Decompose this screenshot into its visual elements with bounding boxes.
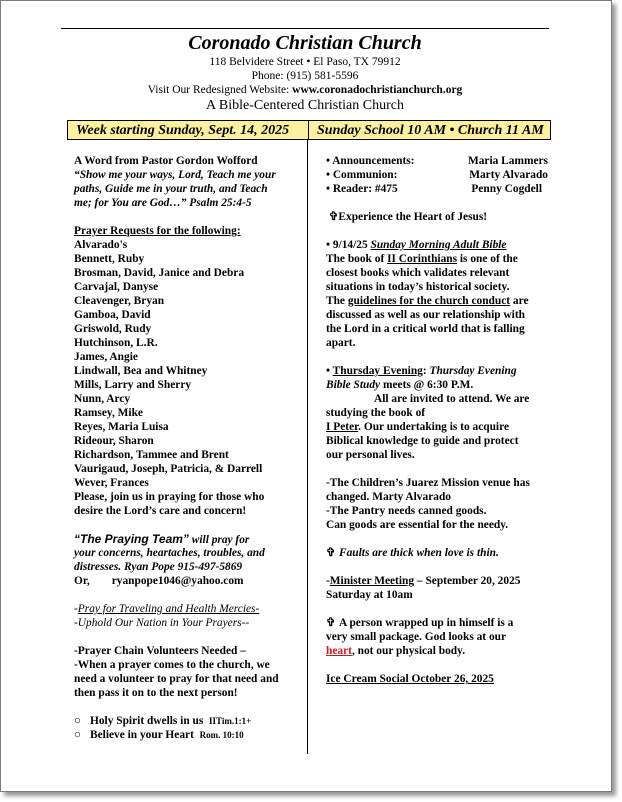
role-name: Maria Lammers xyxy=(467,155,548,167)
minister-line xyxy=(326,574,548,588)
bible-line xyxy=(326,252,548,266)
prayer-list-item: Bennett, Ruby xyxy=(74,253,145,265)
package-text: , not our physical body. xyxy=(351,645,466,657)
book-name: II Corinthians xyxy=(387,253,458,265)
thursday-line: All are invited to attend. We are xyxy=(374,393,530,405)
thursday-heading xyxy=(326,364,548,378)
package-line xyxy=(326,616,548,630)
role-name: Penny Cogdell xyxy=(471,183,542,195)
praying-team-name: “The Praying Team” xyxy=(74,532,189,546)
prayer-list-item: Brosman, David, Janice and Debra xyxy=(74,267,245,279)
thursday-colon: : xyxy=(422,365,430,377)
prayer-list-item: Wever, Frances xyxy=(74,477,149,489)
praying-team-line xyxy=(74,532,300,546)
bible-text: is one of the xyxy=(457,253,518,265)
week-bar-divider xyxy=(308,121,309,139)
thursday-text: . Our undertaking is to acquire xyxy=(358,421,509,433)
note-line: changed. Marty Alvarado xyxy=(326,491,451,503)
package-text: A person wrapped up in himself is a xyxy=(339,617,514,629)
circle-bullet-icon: ○ xyxy=(74,729,81,741)
cross-icon: ✞ xyxy=(328,211,339,223)
bible-text: The book of xyxy=(326,253,388,265)
bible-line: apart. xyxy=(326,337,356,349)
service-times: Sunday School 10 AM • Church 11 AM xyxy=(317,123,544,138)
prayer-list-item: Lindwall, Bea and Whitney xyxy=(74,365,208,377)
experience-text: Experience the Heart of Jesus! xyxy=(338,211,488,223)
role-row xyxy=(326,168,548,182)
faults-line xyxy=(326,546,548,560)
guidelines-text: guidelines for the church conduct xyxy=(347,295,511,307)
thursday-line: Biblical knowledge to guide and protect xyxy=(326,435,519,447)
join-us-line: Please, join us in praying for those who xyxy=(74,491,265,503)
prayer-list-item: Reyes, Maria Luisa xyxy=(74,421,169,433)
book-name: I Peter xyxy=(326,421,359,433)
thursday-italic: Thursday Evening xyxy=(429,365,517,377)
note-line: -The Pantry needs canned goods. xyxy=(326,505,487,517)
role-row xyxy=(326,182,548,196)
role-label: • Reader: #475 xyxy=(326,183,398,195)
bullet-item xyxy=(74,728,300,742)
bible-text: The xyxy=(326,295,348,307)
role-label: • Communion: xyxy=(326,169,398,181)
chain-line: -When a prayer comes to the church, we xyxy=(74,659,270,671)
bible-heading xyxy=(326,238,548,252)
ice-cream-social: Ice Cream Social October 26, 2025 xyxy=(326,673,494,685)
prayer-heading: Prayer Requests for the following: xyxy=(74,225,241,237)
thursday-label: Thursday Evening xyxy=(332,365,423,377)
minister-time: Saturday at 10am xyxy=(326,589,413,601)
minister-dash: - xyxy=(326,575,330,587)
prayer-list-item: Alvarado's xyxy=(74,239,128,251)
prayer-list-item: Nunn, Arcy xyxy=(74,393,131,405)
bible-line: closest books which validates relevant xyxy=(326,267,510,279)
bible-line: discussed as well as our relationship with xyxy=(326,309,525,321)
role-row xyxy=(326,154,548,168)
prayer-list-item: James, Angie xyxy=(74,351,138,363)
email-link[interactable]: ryanpope1046@yahoo.com xyxy=(111,575,244,587)
role-name: Marty Alvarado xyxy=(469,169,548,181)
column-divider xyxy=(307,140,308,754)
bible-date: • 9/14/25 xyxy=(326,239,371,251)
prayer-list-item: Carvajal, Danyse xyxy=(74,281,159,293)
thursday-line: studying the book of xyxy=(326,407,426,419)
faults-text: Faults are thick when love is thin. xyxy=(339,547,499,559)
header-rule xyxy=(61,28,549,29)
bullet-ref: IITim.1:1+ xyxy=(209,716,252,726)
verse-line: me; for You are God…” Psalm 25:4-5 xyxy=(74,197,252,209)
cross-icon: ✞ xyxy=(326,617,336,629)
website-prefix: Visit Our Redesigned Website: xyxy=(147,84,293,96)
prayer-list-item: Griswold, Rudy xyxy=(74,323,152,335)
chain-heading: -Prayer Chain Volunteers Needed – xyxy=(74,645,246,657)
heart-link[interactable]: heart xyxy=(326,645,352,657)
bible-text: are xyxy=(510,295,529,307)
email-line xyxy=(74,574,300,588)
church-address: 118 Belvidere Street • El Paso, TX 79912 xyxy=(209,56,401,68)
right-column xyxy=(326,154,548,686)
note-line: Can goods are essential for the needy. xyxy=(326,519,509,531)
thursday-line xyxy=(326,378,548,392)
meets-text: meets @ 6:30 P.M. xyxy=(380,379,474,391)
prayer-list xyxy=(74,238,300,490)
church-tagline: A Bible-Centered Christian Church xyxy=(206,98,404,113)
chain-line: need a volunteer to pray for that need and xyxy=(74,673,279,685)
prayer-list-item: Mills, Larry and Sherry xyxy=(74,379,192,391)
verse-line: “Show me your ways, Lord, Teach me your xyxy=(74,169,276,181)
bullet-text: Holy Spirit dwells in us xyxy=(90,715,204,727)
uphold-line: -Uphold Our Nation in Your Prayers-- xyxy=(74,617,250,629)
bible-study-label: Bible Study xyxy=(326,379,381,391)
minister-label: Minister Meeting xyxy=(329,575,415,587)
bible-title: Sunday Morning Adult Bible xyxy=(370,239,507,251)
email-prefix: Or, xyxy=(74,575,90,587)
website-url[interactable]: www.coronadochristianchurch.org xyxy=(292,84,463,96)
praying-team-line: distresses. Ryan Pope 915-497-5869 xyxy=(74,561,243,573)
travel-dash: - xyxy=(74,603,78,615)
minister-date: – September 20, 2025 xyxy=(414,575,521,587)
pastor-heading: A Word from Pastor Gordon Wofford xyxy=(74,155,258,167)
prayer-list-item: Richardson, Tammee and Brent xyxy=(74,449,229,461)
bullet-text: Believe in your Heart xyxy=(90,729,194,741)
week-starting: Week starting Sunday, Sept. 14, 2025 xyxy=(76,123,290,138)
travel-text: Pray for Traveling and Health Mercies- xyxy=(77,603,260,615)
experience-line xyxy=(326,210,548,224)
thursday-bullet: • xyxy=(326,365,333,377)
prayer-list-item: Rideour, Sharon xyxy=(74,435,154,447)
package-line xyxy=(326,644,548,658)
church-phone: Phone: (915) 581-5596 xyxy=(251,70,359,82)
bible-line: situations in today’s historical society. xyxy=(326,281,510,293)
thursday-line: our personal lives. xyxy=(326,449,415,461)
circle-bullet-icon: ○ xyxy=(74,715,81,727)
travel-line xyxy=(74,602,300,616)
prayer-list-item: Vaurigaud, Joseph, Patricia, & Darrell xyxy=(74,463,263,475)
verse-line: paths, Guide me in your truth, and Teach xyxy=(74,183,268,195)
praying-team-rest: will pray for xyxy=(188,534,250,546)
cross-icon: ✞ xyxy=(326,547,336,559)
package-line: very small package. God looks at our xyxy=(326,631,507,643)
left-column xyxy=(74,154,300,742)
role-label: • Announcements: xyxy=(326,155,415,167)
chain-line: then pass it on to the next person! xyxy=(74,687,238,699)
prayer-list-item: Gamboa, David xyxy=(74,309,151,321)
bible-line: the Lord in a critical world that is falling xyxy=(326,323,525,335)
prayer-list-item: Cleavenger, Bryan xyxy=(74,295,165,307)
bible-line xyxy=(326,294,548,308)
join-us-line: desire the Lord’s care and concern! xyxy=(74,505,247,517)
week-bar xyxy=(67,120,551,140)
praying-team-line: your concerns, heartaches, troubles, and xyxy=(74,547,265,559)
prayer-list-item: Hutchinson, L.R. xyxy=(74,337,158,349)
thursday-line xyxy=(326,420,548,434)
church-website xyxy=(61,84,549,96)
bullet-item xyxy=(74,714,300,728)
prayer-list-item: Ramsey, Mike xyxy=(74,407,143,419)
bullet-ref: Rom. 10:10 xyxy=(199,730,244,740)
note-line: -The Children’s Juarez Mission venue has xyxy=(326,477,530,489)
church-name: Coronado Christian Church xyxy=(188,32,422,54)
